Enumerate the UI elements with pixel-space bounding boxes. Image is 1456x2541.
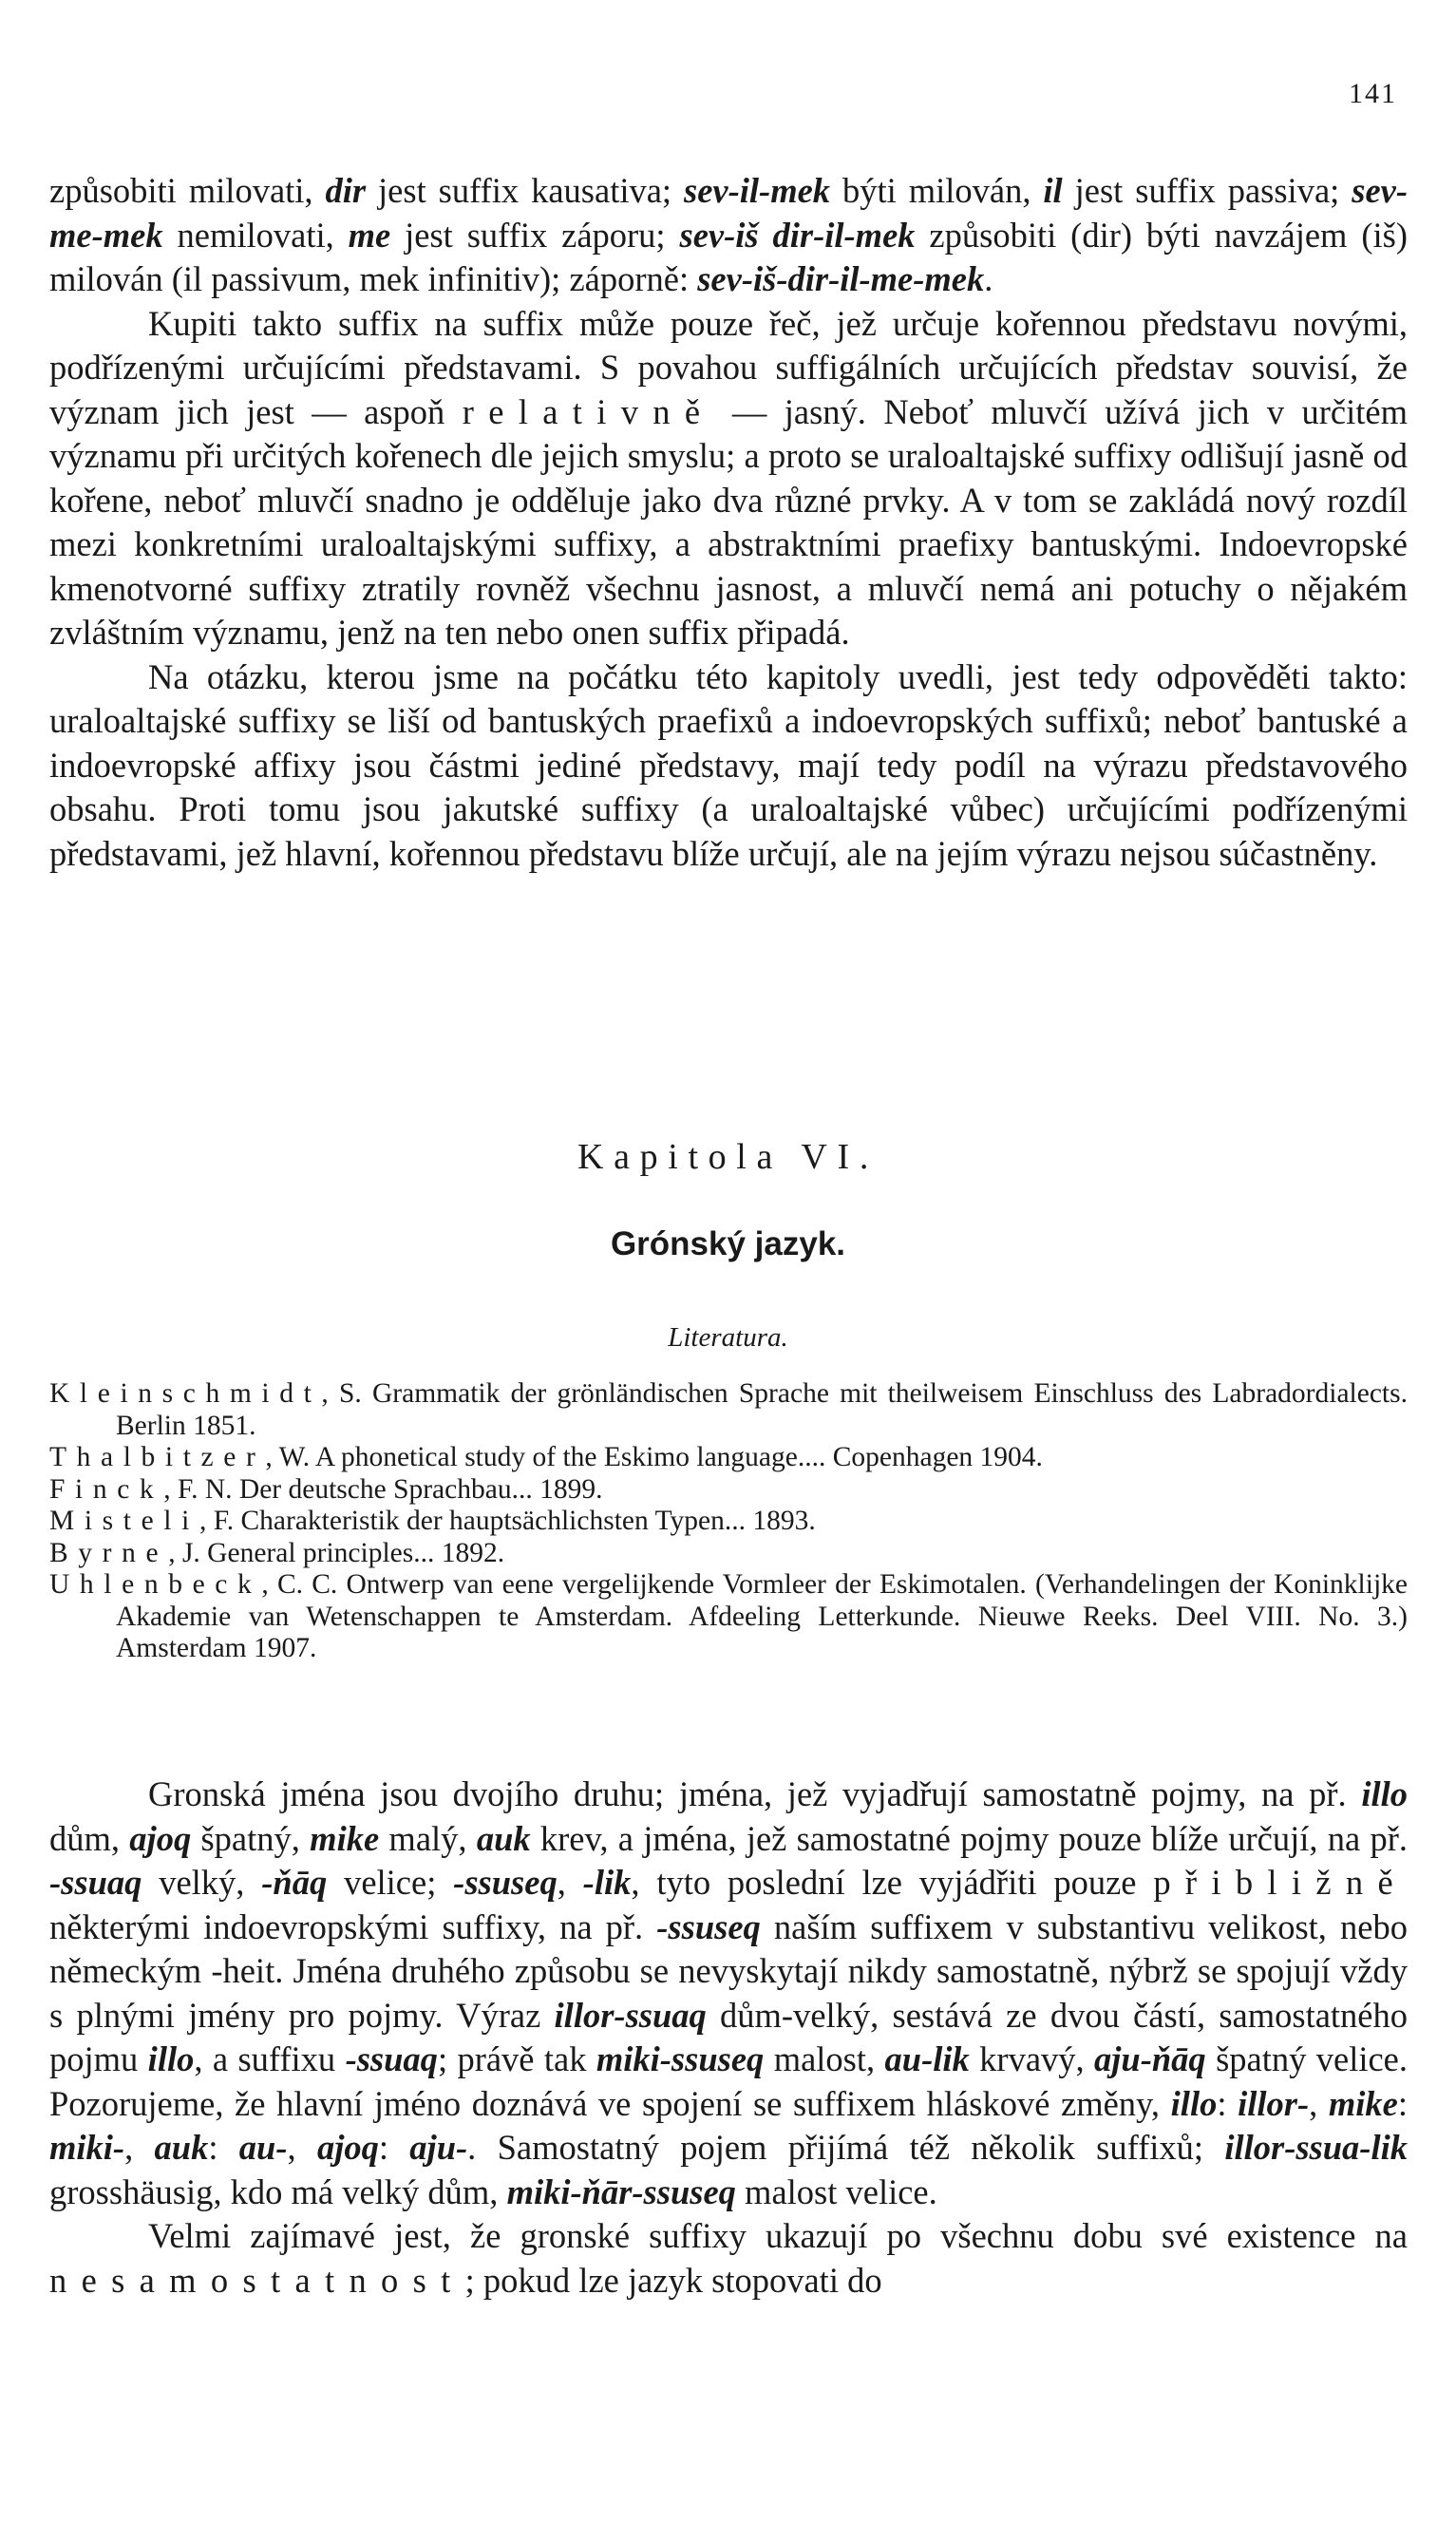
reference-author: Thalbitzer (49, 1442, 266, 1472)
chapter-title: Grónský jazyk. (610, 1225, 846, 1262)
reference-item: Misteli, F. Charakteristik der hauptsächlichsten Typen... 1893. (49, 1506, 816, 1536)
term: illor- (1238, 2083, 1310, 2123)
page-number: 141 (1349, 78, 1397, 109)
reference-item: Finck, F. N. Der deutsche Sprachbau... 1899. (49, 1473, 603, 1505)
paragraph-5: Velmi zajímavé jest, že gronské suffixy ukazují po všechnu dobu své existence na nesamostatnost; pokud lze jazyk stopovati do (49, 2216, 1408, 2300)
reference-author: Finck (49, 1473, 164, 1505)
term: illo (1361, 1774, 1408, 1813)
reference-item: Kleinschmidt, S. Grammatik der grönländischen Sprache mit theilweisem Einschluss des Labradordialects. Berlin 1851. (49, 1378, 1408, 1441)
term: ajoq (316, 2128, 379, 2167)
term: mike (310, 1818, 380, 1858)
term: auk (476, 1818, 531, 1858)
term: auk (154, 2128, 209, 2167)
term: -ssuaq (49, 1863, 142, 1902)
reference-item: Uhlenbeck, C. C. Ontwerp van eene vergelijkende Vormleer der Eskimotalen. (Verhandelingen der Koninklijke Akademie van Wetenschappen te Amsterdam. Afdeeling Letterkunde. Nieuwe Reeks. Deel VIII. No. 3.) Amsterdam 1907. (49, 1569, 1408, 1663)
paragraph-3: Na otázku, kterou jsme na počátku této kapitoly uvedli, jest tedy odpověděti takto: uraloaltajské suffixy se liší od bantuských praefixů a indoevropských suffixů; neboť bantuské a indoevropské affixy jsou částmi jediné představy, mají tedy podíl na výrazu představového obsahu. Proti tomu jsou jakutské suffixy (a uraloaltajské vůbec) určujícími podřízenými představami, jež hlavní, kořennou představu blíže určují, ale na jejím výrazu nejsou súčastněny. (49, 656, 1408, 873)
paragraph-1: způsobiti milovati, dir jest suffix kausativa; sev-il-mek býti milován, il jest suffix passiva; sev-me-mek nemilovati, me jest suffix záporu; sev-iš dir-il-mek způsobiti (dir) býti navzájem (iš) milován (il passivum, mek infinitiv); záporně: sev-iš-dir-il-me-mek. (49, 171, 1409, 298)
term: -ssuseq (656, 1906, 761, 1946)
reference-author: Uhlenbeck (49, 1569, 262, 1600)
term: aju-ňāq (1094, 2039, 1206, 2078)
term: dir (325, 171, 367, 210)
spaced-emphasis: relativně (462, 391, 715, 431)
reference-item: Thalbitzer, W. A phonetical study of the Eskimo language.... Copenhagen 1904. (49, 1442, 1043, 1472)
reference-list (49, 1378, 1408, 1665)
paragraph-2: Kupiti takto suffix na suffix může pouze řeč, jež určuje kořennou představu novými, podřízenými určujícími představami. S povahou suffigálních určujících představ souvisí, že význam jich jest — aspoň relativně — jasný. Neboť mluvčí užívá jich v určitém významu při určitých kořenech dle jejich smyslu; a proto se uraloaltajské suffixy odlišují jasně od kořene, neboť mluvčí snadno je odděluje jako dva různé prvky. A v tom se zakládá nový rozdíl mezi konkretními uraloaltajskými suffixy, a abstraktními praefixy bantuskými. Indoevropské kmenotvorné suffixy ztratily rovněž všechnu jasnost, a mluvčí nemá ani potuchy o nějakém zvláštním významu, jenž na ten nebo onen suffix připadá. (49, 303, 1409, 652)
term: -ňāq (261, 1863, 328, 1902)
term: sev-iš-dir-il-me-mek (697, 259, 985, 298)
term: miki-ssuseq (596, 2039, 765, 2078)
term: mike (1328, 2083, 1398, 2123)
term: au- (238, 2128, 288, 2167)
term: sev-iš dir-il-mek (679, 215, 916, 255)
term: au-lik (884, 2039, 970, 2078)
term: illo (147, 2039, 195, 2078)
term: illor-ssuaq (554, 1995, 707, 2035)
term: aju- (409, 2128, 468, 2167)
term: -lik (582, 1863, 632, 1902)
reference-author: Byrne (49, 1537, 169, 1568)
paragraph-4: Gronská jména jsou dvojího druhu; jména, jež vyjadřují samostatně pojmy, na př. illo dům, ajoq špatný, mike malý, auk krev, a jména, jež samostatné pojmy pouze blíže určují, na př. -ssuaq velký, -ňāq velice; -ssuseq, -lik, tyto poslední lze vyjádřiti pouze přibližně některými indoevropskými suffixy, na př. -ssuseq naším suffixem v substantivu velikost, nebo německým -heit. Jména druhého způsobu se nevyskytají nikdy samostatně, nýbrž se spojují vždy s plnými jmény pro pojmy. Výraz illor-ssuaq dům-velký, sestává ze dvou částí, samostatného pojmu illo, a suffixu -ssuaq; právě tak miki-ssuseq malost, au-lik krvavý, aju-ňāq špatný velice. Pozorujeme, že hlavní jméno doznává ve spojení se suffixem hláskové změny, illo: illor-, mike: miki-, auk: au-, ajoq: aju-. Samostatný pojem přijímá též několik suffixů; illor-ssua-lik grosshäusig, kdo má velký dům, miki-ňār-ssuseq malost velice. (49, 1774, 1409, 2211)
term: me (348, 215, 391, 255)
term: illo (1170, 2083, 1218, 2123)
spaced-emphasis: přibližně (1153, 1863, 1409, 1902)
term: -ssuseq (453, 1863, 558, 1902)
term: miki-ňār-ssuseq (506, 2171, 736, 2211)
chapter-heading: Kapitola VI. (577, 1137, 879, 1177)
term: sev-me-mek (49, 171, 1408, 255)
reference-item: Byrne, J. General principles... 1892. (49, 1537, 505, 1568)
term: sev-il-mek (684, 171, 831, 210)
term: ajoq (129, 1818, 192, 1858)
body-text-bottom (49, 1773, 1408, 2303)
term: illor-ssua-lik (1224, 2128, 1408, 2167)
term: -ssuaq (345, 2039, 438, 2078)
body-text-top (49, 169, 1408, 876)
reference-author: Misteli (49, 1506, 199, 1536)
term: miki- (49, 2128, 125, 2167)
reference-author: Kleinschmidt (49, 1378, 322, 1409)
literature-label: Literatura. (668, 1322, 788, 1353)
term: il (1043, 171, 1063, 210)
spaced-emphasis: nesamostatnost (49, 2260, 465, 2300)
